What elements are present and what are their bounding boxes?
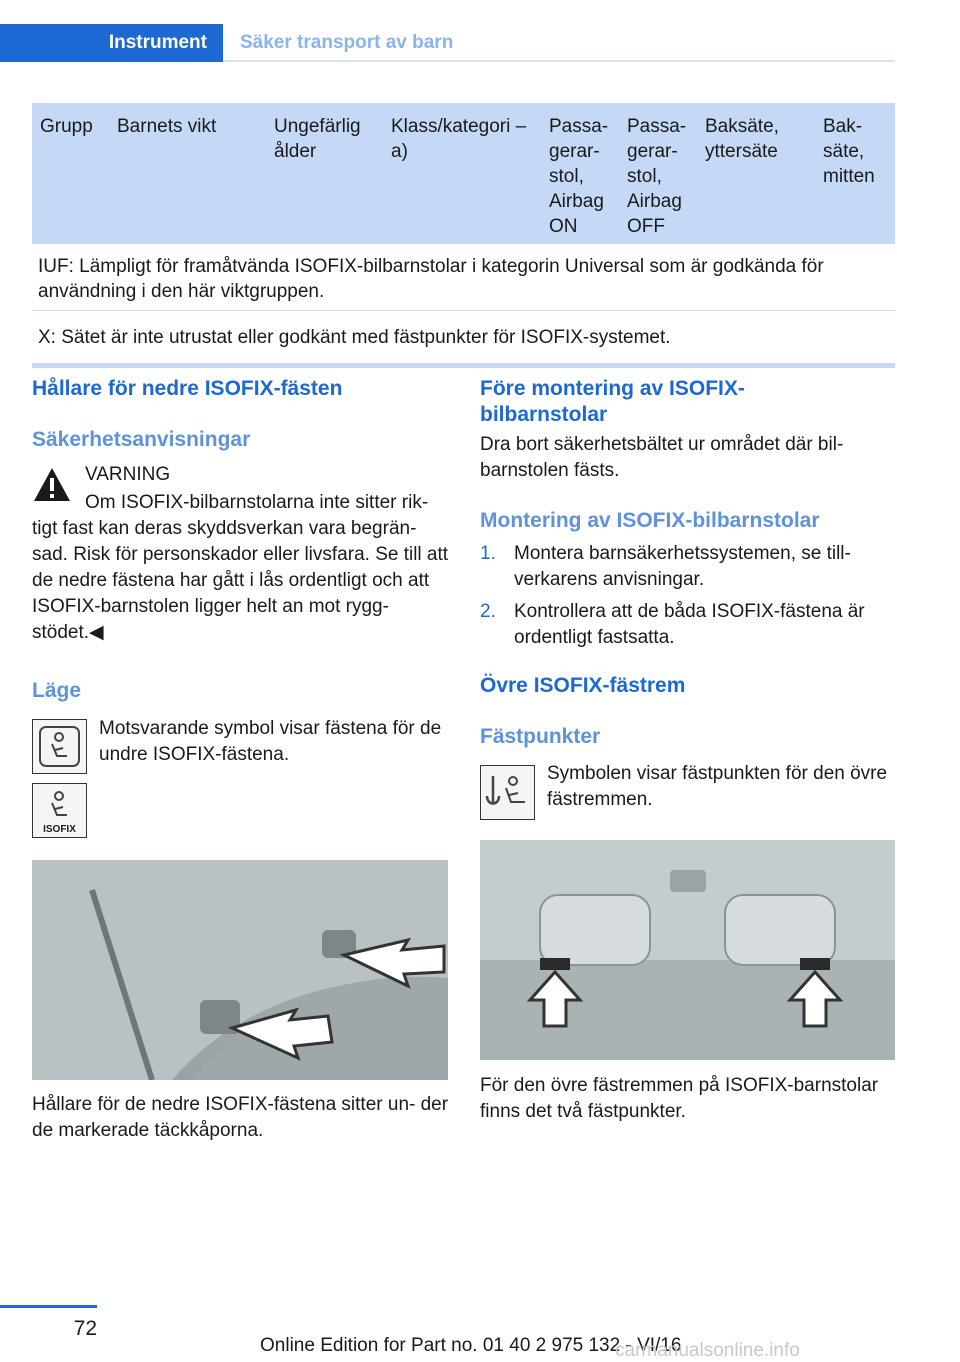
mounting-steps-list: [480, 541, 895, 651]
table-row: X: Sätet är inte utrustat eller godkänt med fästpunkter för ISOFIX-systemet.: [38, 327, 671, 348]
tab-instrument[interactable]: Instrument: [0, 24, 223, 62]
warning-text-first: Om ISOFIX-bilbarnstolarna inte sitter rik-: [85, 492, 429, 513]
table-header: [32, 103, 895, 244]
upper-tether-caption: För den övre fästremmen på ISOFIX-barnstolar finns det två fästpunkter.: [480, 1075, 879, 1122]
heading-before-mounting: Före montering av ISOFIX- bilbarnstolar: [480, 377, 745, 426]
list-item: [480, 541, 895, 593]
edition-text: Online Edition for Part no. 01 40 2 975 132 - VI/16: [260, 1335, 682, 1356]
lower-anchor-caption: Hållare för de nedre ISOFIX-fästena sitter un- der de markerade täckkåporna.: [32, 1094, 449, 1141]
child-seat-symbol-icon: [32, 719, 87, 774]
table-row: IUF: Lämpligt för framåtvända ISOFIX-bilbarnstolar i kategorin Universal som är godkända för användning i den här viktgruppen.: [38, 256, 824, 302]
warning-text: tigt fast kan deras skyddsverkan vara begrän- sad. Risk för personskador eller livsfara. Se till att de nedre fästena har gått i lås ordentligt och att ISOFIX-barnstolen ligger helt an mot rygg- stödet.◀: [32, 518, 449, 643]
isofix-badge-label: ISOFIX: [43, 824, 76, 835]
isofix-symbol-icon: [32, 783, 87, 838]
step-text: Montera barnsäkerhetssystemen, se till- verkarens anvisningar.: [514, 543, 851, 590]
heading-position: Läge: [32, 679, 82, 702]
list-item: [480, 599, 895, 651]
warning-icon: [32, 465, 72, 505]
table-bottom-rule: [32, 363, 895, 368]
step-text: Kontrollera att de båda ISOFIX-fästena är ordentligt fastsatta.: [514, 601, 865, 648]
position-text: Motsvarande symbol visar fästena för de undre ISOFIX-fästena.: [99, 718, 442, 765]
tether-anchor-symbol-icon: [480, 765, 535, 820]
heading-lower-anchors: Hållare för nedre ISOFIX-fästen: [32, 377, 343, 400]
col-barnets-vikt: Barnets vikt: [117, 116, 217, 137]
col-airbag-off: Passa- gerar- stol, Airbag OFF: [627, 116, 687, 237]
header-divider: [223, 60, 895, 62]
before-mounting-text: Dra bort säkerhetsbältet ur området där bil- barnstolen fästs.: [480, 434, 844, 481]
page-number: 72: [73, 1317, 97, 1340]
heading-safety: Säkerhetsanvisningar: [32, 428, 251, 451]
warning-label: VARNING: [85, 464, 171, 485]
col-klass: Klass/kategori – a): [391, 116, 527, 162]
watermark: carmanualsonline.info: [615, 1340, 800, 1361]
col-grupp: Grupp: [40, 116, 93, 137]
section-title: Säker transport av barn: [240, 32, 454, 53]
isofix-table: [32, 103, 895, 368]
step-number: 2.: [480, 601, 496, 622]
col-airbag-on: Passa- gerar- stol, Airbag ON: [549, 116, 609, 237]
col-mitten: Bak- säte, mitten: [823, 116, 875, 187]
anchor-text: Symbolen visar fästpunkten för den övre fästremmen.: [547, 763, 888, 810]
step-number: 1.: [480, 543, 496, 564]
col-alder: Ungefärlig ålder: [274, 116, 361, 162]
rear-seat-photo: [32, 860, 448, 1080]
col-yttersate: Baksäte, yttersäte: [705, 116, 779, 162]
rear-shelf-photo: [480, 840, 895, 1060]
heading-mounting: Montering av ISOFIX-bilbarnstolar: [480, 509, 820, 532]
heading-anchor-points: Fästpunkter: [480, 725, 601, 748]
footer-rule: [0, 1305, 97, 1308]
heading-upper-tether: Övre ISOFIX-fästrem: [480, 674, 686, 697]
